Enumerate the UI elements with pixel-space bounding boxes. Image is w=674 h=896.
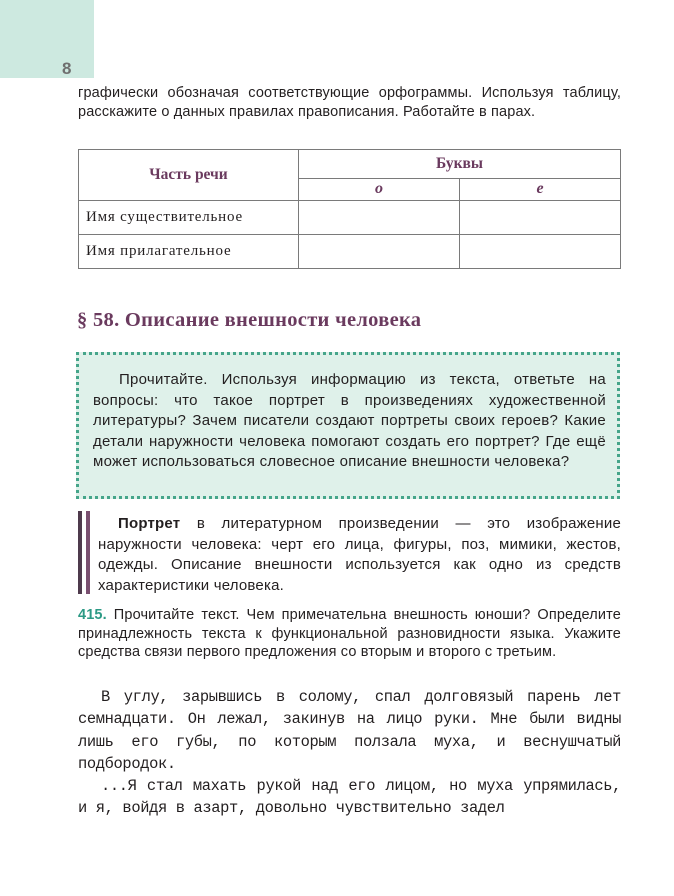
table-cell-e (460, 235, 621, 269)
header-letters: Буквы (299, 150, 621, 179)
header-part-of-speech: Часть речи (79, 150, 299, 201)
header-letter-e: е (460, 178, 621, 200)
exercise-text: Прочитайте текст. Чем примечательна внешность юноши? Определите принадлежность текста к функциональной разновидности языка. Укажите средства связи первого предложения со вторым и второго с третьим. (78, 607, 621, 660)
table-cell-o (299, 235, 460, 269)
rule-term: Портрет (118, 515, 181, 532)
table-row (79, 235, 621, 269)
orthogram-table (78, 149, 621, 269)
section-heading: § 58. Описание внешности человека (77, 309, 422, 331)
intro-text: графически обозначая соответствующие орфограммы. Используя таблицу, расскажите о данных правилах правописания. Работайте в парах. (78, 85, 621, 120)
table-cell-e (460, 201, 621, 235)
table-row (79, 201, 621, 235)
rule-marker-bar-secondary (86, 511, 90, 594)
rule-marker-bar (78, 511, 82, 594)
rule-definition (98, 514, 621, 596)
table-cell-o (299, 201, 460, 235)
header-letter-o: о (299, 178, 460, 200)
rule-body: в литературном произведении — это изображение наружности человека: черт его лица, фигуры, поз, мимики, жестов, одежды. Описание внешности используется как одно из средств характеристики человека. (98, 515, 621, 594)
story-paragraph: ...Я стал махать рукой над его лицом, но муха упрямилась, и я, войдя в азарт, довольно чувствительно задел (78, 777, 621, 818)
task-box-text (93, 370, 606, 473)
exercise-number: 415. (78, 607, 107, 623)
row-name-noun: Имя существительное (79, 201, 299, 235)
row-name-adjective: Имя прилагательное (79, 235, 299, 269)
task-text: Прочитайте. Используя информацию из текста, ответьте на вопросы: что такое портрет в произведениях художественной литературы? Зачем писатели создают портреты своих героев? Какие детали наружности человека помогают создать его портрет? Где ещё может использоваться словесное описание внешности человека? (93, 371, 606, 471)
page-corner-tab (0, 0, 94, 78)
page-number: 8 (62, 59, 72, 78)
exercise-415 (78, 606, 621, 662)
story-paragraph: В углу, зарывшись в солому, спал долговязый парень лет семнадцати. Он лежал, закинув на лицо руки. Мне были видны лишь его губы, по которым ползала муха, и веснушчатый подбородок. (78, 688, 621, 773)
story-text (78, 686, 621, 820)
